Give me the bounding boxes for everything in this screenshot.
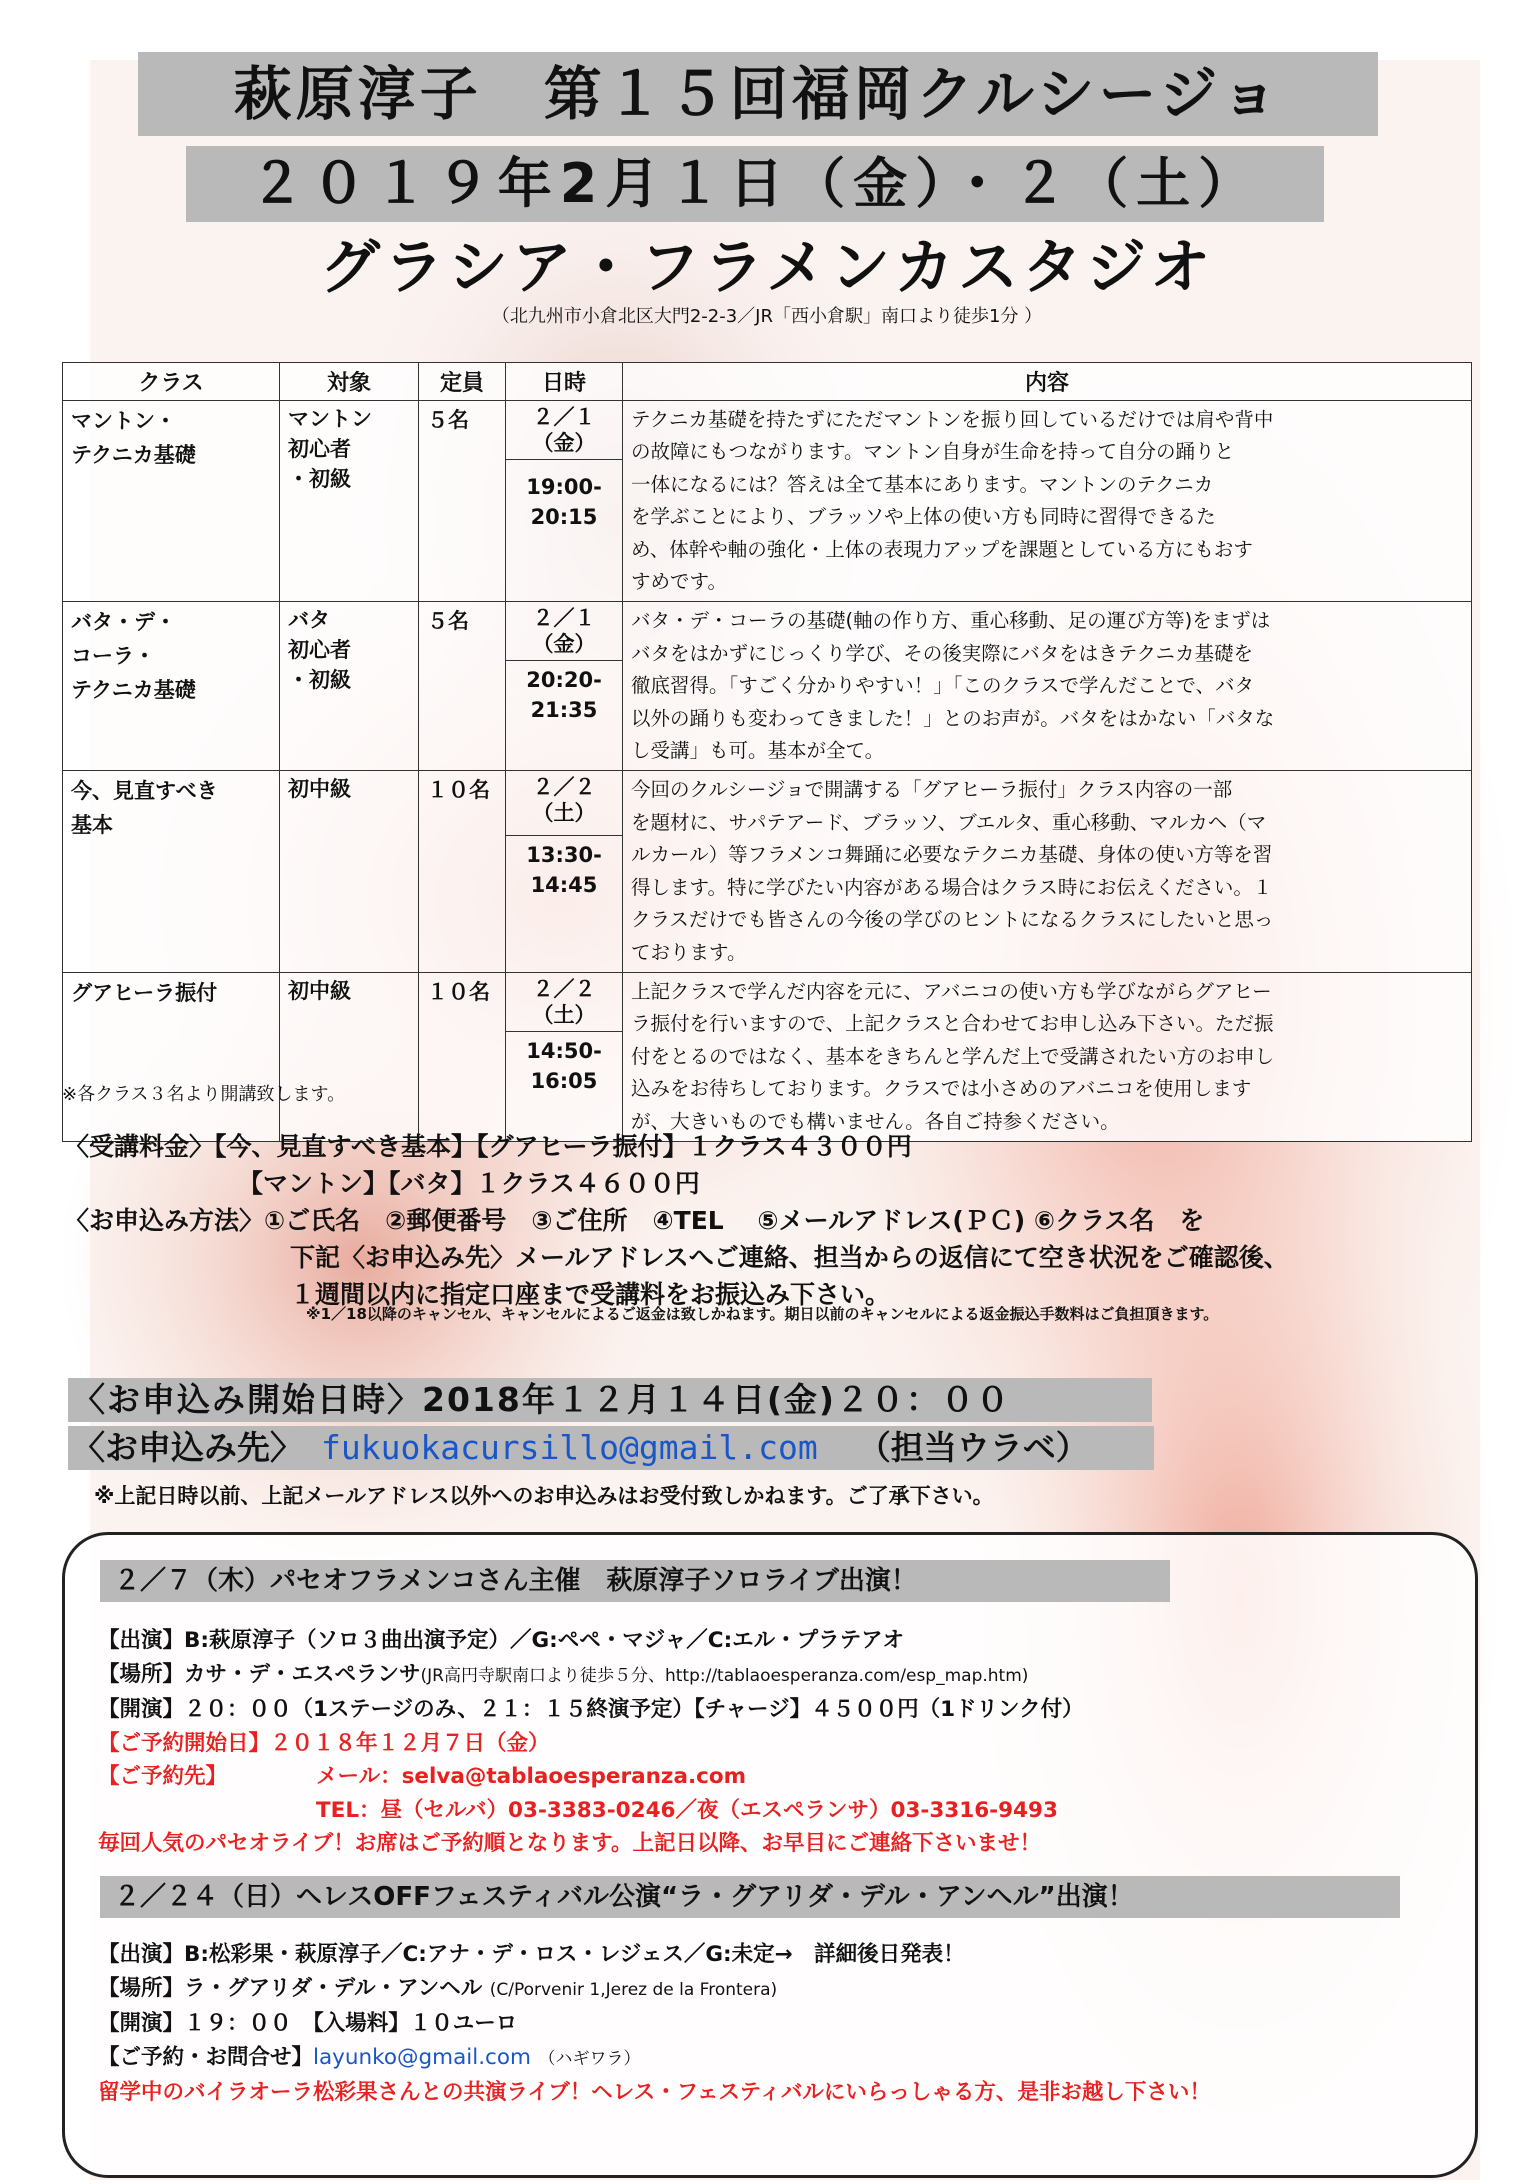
header-content: 内容 (623, 363, 1472, 401)
class-target: 初中級 (280, 771, 419, 972)
class-name: 今、見直すべき 基本 (63, 771, 280, 972)
venue-address: （北九州市小倉北区大門2-2-3／JR「西小倉駅」南口より徒歩1分 ） (491, 306, 1043, 327)
apply-start-banner: 〈お申込み開始日時〉2018年１２月１４日(金)２０：００ (68, 1378, 1152, 1422)
apply-note: ※上記日時以前、上記メールアドレス以外へのお申込みはお受付致しかねます。ご了承下さい。 (94, 1484, 994, 1508)
event1-reserve-start: 【ご予約開始日】２０１８年１２月７日（金） (98, 1730, 550, 1756)
class-capacity: １０名 (419, 972, 506, 1141)
fees-section (64, 1128, 1289, 1313)
apply-to-label: 〈お申込み先〉 (72, 1428, 303, 1467)
header-datetime: 日時 (506, 363, 623, 401)
table-header-row (63, 363, 1472, 401)
class-target: 初中級 (280, 972, 419, 1141)
event2-contact-email[interactable]: layunko@gmail.com (313, 2044, 531, 2070)
event1-reserve-mail[interactable]: メール：selva@tablaoesperanza.com (316, 1764, 747, 1789)
class-description: 上記クラスで学んだ内容を元に、アバニコの使い方も学びながらグアヒー ラ振付を行いますので、上記クラスと合わせてお申し込み下さい。ただ振 付をとるのではなく、基本をきちんと学んだ上で受講されたい方のお申し 込みをお待ちしております。クラスでは小さめのアバニコを使用します が、大きいものでも構いません。各自ご持参ください。 (623, 972, 1472, 1141)
min-class-note: ※各クラス３名より開講致します。 (62, 1084, 346, 1105)
class-target: マントン 初心者 ・初級 (280, 401, 419, 602)
class-capacity: １０名 (419, 771, 506, 972)
apply-email-link[interactable]: fukuokacursillo@gmail.com (321, 1428, 818, 1467)
table-row (63, 401, 1472, 460)
class-target: バタ 初心者 ・初級 (280, 602, 419, 771)
table-row (63, 972, 1472, 1031)
event1-closing: 毎回人気のパセオライブ！お席はご予約順となります。上記日以降、お早目にご連絡下さいませ！ (98, 1831, 1041, 1856)
class-capacity: ５名 (419, 602, 506, 771)
event2-performers: 【出演】B:松彩果・萩原淳子／C:アナ・デ・ロス・レジェス／G:未定→ 詳細後日発表！ (98, 1942, 965, 1967)
header-target: 対象 (280, 363, 419, 401)
apply-method-line: 〈お申込み方法〉①ご氏名 ②郵便番号 ③ご住所 ④TEL ⑤メールアドレス(ＰＣ) ⑥クラス名 を (64, 1206, 1205, 1235)
class-date: ２／１ （金） (506, 401, 623, 460)
event2-place: 【場所】ラ・グアリダ・デル・アンヘル (C/Porvenir 1,Jerez de la Frontera) (98, 1975, 778, 2001)
cancel-note: ※1／18以降のキャンセル、キャンセルによるご返金は致しかねます。期日以前のキャンセルによる返金振込手数料はご負担頂きます。 (306, 1305, 1219, 1323)
table-row (63, 771, 1472, 836)
event1-details (98, 1624, 1084, 1861)
event2-place-note: (C/Porvenir 1,Jerez de la Frontera) (489, 1979, 778, 2000)
event2-closing: 留学中のバイラオーラ松彩果さんとの共演ライブ！ヘレス・フェスティバルにいらっしゃる方、是非お越し下さい！ (98, 2080, 1211, 2105)
event2-heading: ２／２４（日）ヘレスOFFフェスティバル公演“ラ・グアリダ・デル・アンヘル”出演！ (100, 1876, 1400, 1918)
apply-method-line: 下記〈お申込み先〉メールアドレスへご連絡、担当からの返信にて空き状況をご確認後、 (290, 1243, 1289, 1272)
date-banner: ２０１９年2月１日（金）・２（土） (186, 146, 1324, 222)
class-name: マントン・ テクニカ基礎 (63, 401, 280, 602)
event1-start: 【開演】２０：００（1ステージのみ、２１：１５終演予定）【チャージ】４５００円（1ドリンク付） (98, 1697, 1084, 1722)
class-time: 13:30- 14:45 (506, 836, 623, 972)
fee-line: 〈受講料金〉【今、見直すべき基本】【グアヒーラ振付】１クラス４３００円 (64, 1132, 912, 1161)
event2-start: 【開演】１９：００ 【入場料】１０ユーロ (98, 2011, 518, 2036)
class-name: バタ・デ・ コーラ・ テクニカ基礎 (63, 602, 280, 771)
table-row (63, 602, 1472, 661)
class-name: グアヒーラ振付 (63, 972, 280, 1141)
apply-contact: （担当ウラベ） (857, 1428, 1089, 1467)
class-table (62, 362, 1472, 1142)
class-date: ２／２ （土） (506, 972, 623, 1031)
event1-reserve-tel: TEL：昼（セルバ）03-3383-0246／夜（エスペランサ）03-3316-9493 (316, 1797, 1058, 1823)
class-description: テクニカ基礎を持たずにただマントンを振り回しているだけでは肩や背中 の故障にもつながります。マントン自身が生命を持って自分の踊りと 一体になるには？答えは全て基本にあります。マントンのテクニカ を学ぶことにより、ブラッソや上体の使い方も同時に習得できるた め、体幹や軸の強化・上体の表現力アップを課題としている方にもおす すめです。 (623, 401, 1472, 602)
event1-performers: 【出演】B:萩原淳子（ソロ３曲出演予定）／G:ペペ・マジャ／C:エル・プラテアオ (98, 1628, 904, 1653)
class-date: ２／２ （土） (506, 771, 623, 836)
header-class: クラス (63, 363, 280, 401)
header-capacity: 定員 (419, 363, 506, 401)
class-capacity: ５名 (419, 401, 506, 602)
fee-line: 【マントン】【バタ】１クラス４６００円 (238, 1169, 700, 1198)
event1-place-note: (JR高円寺駅南口より徒歩５分、http://tablaoesperanza.com/esp_map.htm) (420, 1665, 1029, 1686)
event1-place: 【場所】カサ・デ・エスペランサ(JR高円寺駅南口より徒歩５分、http://tablaoesperanza.com/esp_map.htm) (98, 1661, 1029, 1687)
venue-title: グラシア・フラメンカスタジオ (319, 233, 1215, 303)
event2-details (98, 1938, 1211, 2110)
class-date: ２／１ （金） (506, 602, 623, 661)
apply-method-line: １週間以内に指定口座まで受講料をお振込み下さい。 (290, 1280, 891, 1309)
event2-contact: 【ご予約・お問合せ】layunko@gmail.com （ハギワラ） (98, 2044, 641, 2070)
class-time: 14:50- 16:05 (506, 1031, 623, 1141)
class-description: バタ・デ・コーラの基礎(軸の作り方、重心移動、足の運び方等)をまずは バタをはかずにじっくり学び、その後実際にバタをはきテクニカ基礎を 徹底習得。「すごく分かりやすい！」「このクラスで学んだことで、バタ 以外の踊りも変わってきました！」とのお声が。バタをはかない「バタな し受講」も可。基本が全て。 (623, 602, 1472, 771)
class-description: 今回のクルシージョで開講する「グアヒーラ振付」クラス内容の一部 を題材に、サパテアード、ブラッソ、ブエルタ、重心移動、マルカヘ（マ ルカール）等フラメンコ舞踊に必要なテクニカ基礎、身体の使い方等を習 得します。特に学びたい内容がある場合はクラス時にお伝えください。１ クラスだけでも皆さんの今後の学びのヒントになるクラスにしたいと思っ ております。 (623, 771, 1472, 972)
title-banner: 萩原淳子 第１５回福岡クルシージョ (138, 52, 1378, 136)
class-time: 20:20- 21:35 (506, 661, 623, 771)
apply-to-banner (68, 1426, 1154, 1470)
event1-reserve-to: 【ご予約先】 メール：selva@tablaoesperanza.com (98, 1764, 747, 1789)
event1-heading: ２／７（木）パセオフラメンコさん主催 萩原淳子ソロライブ出演！ (100, 1560, 1170, 1602)
class-time: 19:00- 20:15 (506, 460, 623, 602)
